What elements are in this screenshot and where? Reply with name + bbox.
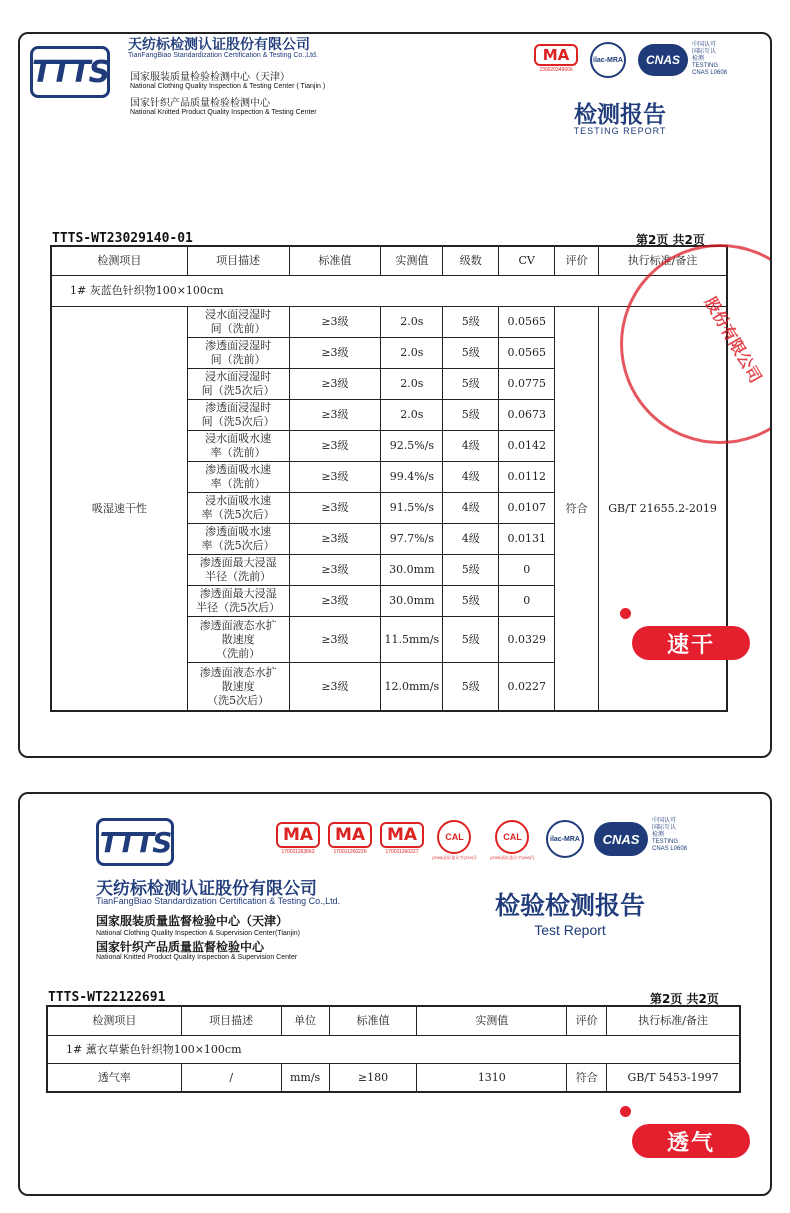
cell-unit: mm/s xyxy=(281,1064,329,1092)
header-measured-value: 实测值 xyxy=(381,247,443,276)
report-title-en: Test Report xyxy=(534,922,606,938)
cell-grade: 5级 xyxy=(443,663,499,711)
cell-cv: 0.0673 xyxy=(499,400,555,431)
table-header-row xyxy=(48,1007,740,1036)
center1-name-en: National Clothing Quality Inspection & Supervision Center(Tianjin) xyxy=(96,930,301,937)
header-evaluation: 评价 xyxy=(567,1007,607,1036)
cma-icon: MA xyxy=(276,822,320,848)
cell-cv: 0.0775 xyxy=(499,369,555,400)
center1-name-en: National Clothing Quality Inspection & Testing Center ( Tianjin ) xyxy=(130,83,326,90)
cnas-icon: CNAS xyxy=(638,44,688,76)
header-test-item: 检测项目 xyxy=(52,247,188,276)
cell-measured-value: 2.0s xyxy=(381,400,443,431)
cell-description: / xyxy=(181,1064,281,1092)
header-evaluation: 评价 xyxy=(555,247,599,276)
cell-grade: 4级 xyxy=(443,462,499,493)
cell-cv: 0.0329 xyxy=(499,617,555,663)
cell-standard-value: ≥3级 xyxy=(289,524,381,555)
cell-standard-value: ≥180 xyxy=(329,1064,417,1092)
cell-cv: 0.0107 xyxy=(499,493,555,524)
description-line: 渗透面吸水速 xyxy=(205,525,272,538)
cell-grade: 5级 xyxy=(443,338,499,369)
report-title-cn: 检验检测报告 xyxy=(494,891,645,920)
cell-grade: 4级 xyxy=(443,493,499,524)
report-number: TTTS-WT23029140-01 xyxy=(52,231,193,246)
description-line: （洗5次后） xyxy=(207,693,270,707)
cell-standard-value: ≥3级 xyxy=(289,400,381,431)
description-line: 率（洗5次后） xyxy=(201,539,275,552)
ilac-mra-icon: ilac-MRA xyxy=(546,820,584,858)
quick-dry-tag: 速干 xyxy=(632,626,750,660)
cell-standard-value: ≥3级 xyxy=(289,586,381,617)
cell-grade: 5级 xyxy=(443,400,499,431)
cma-icon: MA xyxy=(380,822,424,848)
cnas-note: 中国认可 国际互认 检测 TESTING CNAS L0608 xyxy=(692,42,728,76)
cell-grade: 5级 xyxy=(443,586,499,617)
sample-description: 1# 灰蓝色针织物100×100cm xyxy=(52,276,727,307)
cnas-note: 中国认可 国际互认 检测 TESTING CNAS L0608 xyxy=(652,818,688,852)
highlight-dot xyxy=(620,1106,631,1117)
cell-grade: 5级 xyxy=(443,555,499,586)
description-line: 率（洗前） xyxy=(210,477,266,490)
header-standard: 执行标准/备注 xyxy=(607,1007,740,1036)
description-line: 间（洗前） xyxy=(210,353,266,366)
cell-measured-value: 99.4%/s xyxy=(381,462,443,493)
description-line: 渗透面浸湿时 xyxy=(205,339,272,352)
cell-test-item: 透气率 xyxy=(48,1064,182,1092)
sample-description: 1# 薰衣草紫色针织物100×100cm xyxy=(48,1036,740,1064)
description-line: 半径（洗前） xyxy=(205,570,272,583)
cal-badge-1: CAL (2008)国认监认字(219)号 xyxy=(432,820,477,861)
cell-standard-value: ≥3级 xyxy=(289,617,381,663)
cal-icon: CAL xyxy=(495,820,529,854)
cell-cv: 0.0142 xyxy=(499,431,555,462)
cell-test-item: 吸湿速干性 xyxy=(52,307,188,711)
breathable-tag: 透气 xyxy=(632,1124,750,1158)
cell-description xyxy=(187,555,289,586)
cma-icon: MA xyxy=(328,822,372,848)
cell-description xyxy=(187,338,289,369)
highlight-dot xyxy=(620,608,631,619)
cell-description xyxy=(187,307,289,338)
description-line: 半径（洗5次后） xyxy=(196,601,281,614)
center1-name-cn: 国家服装质量监督检验中心（天津） xyxy=(96,914,289,928)
company-name-en: TianFangBiao Standardization Certification & Testing Co.,Ltd. xyxy=(96,896,341,906)
center2-name-cn: 国家针织产品质量检验检测中心 xyxy=(130,98,270,109)
cell-description xyxy=(187,617,289,663)
cell-standard: GB/T 21655.2-2019 xyxy=(599,307,727,711)
cma-number: 230020349666 xyxy=(539,67,573,73)
cell-cv: 0.0112 xyxy=(499,462,555,493)
company-name-cn: 天纺标检测认证股份有限公司 xyxy=(96,879,317,899)
page-info: 第2页 共2页 xyxy=(650,992,719,1006)
description-line: （洗前） xyxy=(216,646,261,660)
cell-cv: 0.0227 xyxy=(499,663,555,711)
description-line: 渗透面液态水扩 xyxy=(199,618,277,632)
description-line: 渗透面液态水扩 xyxy=(199,665,277,679)
cell-evaluation: 符合 xyxy=(567,1064,607,1092)
cell-measured-value: 2.0s xyxy=(381,338,443,369)
header-description: 项目描述 xyxy=(187,247,289,276)
cell-standard-value: ≥3级 xyxy=(289,307,381,338)
description-line: 间（洗5次后） xyxy=(201,384,275,397)
company-name-en: TianFangBiao Standardization Certification & Testing Co.,Ltd. xyxy=(128,52,318,59)
header-description: 项目描述 xyxy=(181,1007,281,1036)
cell-measured-value: 2.0s xyxy=(381,369,443,400)
report-card-breathable xyxy=(18,792,772,1196)
cell-description xyxy=(187,493,289,524)
table-header-row xyxy=(52,247,727,276)
header-standard-value: 标准值 xyxy=(329,1007,417,1036)
cell-grade: 4级 xyxy=(443,431,499,462)
table-row xyxy=(48,1064,740,1092)
description-line: 率（洗5次后） xyxy=(201,508,275,521)
cell-cv: 0.0565 xyxy=(499,338,555,369)
cell-standard-value: ≥3级 xyxy=(289,369,381,400)
ttts-logo: TTTS xyxy=(30,46,110,98)
description-line: 渗透面吸水速 xyxy=(205,463,272,476)
cell-description xyxy=(187,586,289,617)
cell-description xyxy=(187,663,289,711)
header-grade: 级数 xyxy=(443,247,499,276)
seal-text: 股份有限公司 xyxy=(700,293,766,387)
cell-standard-value: ≥3级 xyxy=(289,493,381,524)
header-standard-value: 标准值 xyxy=(289,247,381,276)
center1-name-cn: 国家服装质量检验检测中心（天津） xyxy=(130,72,290,83)
cell-standard-value: ≥3级 xyxy=(289,431,381,462)
header-measured-value: 实测值 xyxy=(417,1007,567,1036)
sample-row xyxy=(48,1036,740,1064)
cell-grade: 5级 xyxy=(443,369,499,400)
cma-badge-3: MA 170011260227 xyxy=(380,822,424,855)
description-line: 间（洗5次后） xyxy=(201,415,275,428)
company-name-cn: 天纺标检测认证股份有限公司 xyxy=(128,37,310,53)
center2-name-en: National Knitted Product Quality Inspection & Testing Center xyxy=(130,109,317,116)
cell-standard-value: ≥3级 xyxy=(289,555,381,586)
description-line: 浸水面浸湿时 xyxy=(205,370,272,383)
cell-standard-value: ≥3级 xyxy=(289,338,381,369)
report-title-cn: 检测报告 xyxy=(574,102,666,128)
header-standard: 执行标准/备注 xyxy=(599,247,727,276)
page-info: 第2页 共2页 xyxy=(636,233,705,247)
results-table xyxy=(47,1006,740,1092)
report-title-en: TESTING REPORT xyxy=(573,126,667,136)
center2-name-cn: 国家针织产品质量监督检验中心 xyxy=(96,940,265,954)
cma-icon: MA xyxy=(534,44,578,66)
description-line: 浸水面吸水速 xyxy=(205,494,272,507)
cell-measured-value: 30.0mm xyxy=(381,586,443,617)
cell-description xyxy=(187,369,289,400)
header-unit: 单位 xyxy=(281,1007,329,1036)
description-line: 散速度 xyxy=(221,632,255,646)
cell-standard-value: ≥3级 xyxy=(289,462,381,493)
cell-measured-value: 12.0mm/s xyxy=(381,663,443,711)
cell-grade: 5级 xyxy=(443,307,499,338)
cell-cv: 0.0131 xyxy=(499,524,555,555)
description-line: 浸水面吸水速 xyxy=(205,432,272,445)
report-card-quick-dry xyxy=(18,32,772,758)
cell-description xyxy=(187,524,289,555)
cell-description xyxy=(187,462,289,493)
description-line: 渗透面最大浸湿 xyxy=(199,587,277,600)
cell-standard-value: ≥3级 xyxy=(289,663,381,711)
ilac-mra-icon: ilac-MRA xyxy=(590,42,626,78)
report-number: TTTS-WT22122691 xyxy=(48,990,166,1005)
cell-cv: 0 xyxy=(499,586,555,617)
description-line: 率（洗前） xyxy=(210,446,266,459)
cell-measured-value: 1310 xyxy=(417,1064,567,1092)
cell-measured-value: 97.7%/s xyxy=(381,524,443,555)
cal-badge-2: CAL (2008)国认监认字(098)号 xyxy=(490,820,535,861)
cell-measured-value: 11.5mm/s xyxy=(381,617,443,663)
cell-measured-value: 30.0mm xyxy=(381,555,443,586)
cell-grade: 5级 xyxy=(443,617,499,663)
cell-grade: 4级 xyxy=(443,524,499,555)
cell-description xyxy=(187,400,289,431)
cell-measured-value: 2.0s xyxy=(381,307,443,338)
cell-standard: GB/T 5453-1997 xyxy=(607,1064,740,1092)
header-cv: CV xyxy=(499,247,555,276)
cell-description xyxy=(187,431,289,462)
description-line: 散速度 xyxy=(221,679,255,693)
description-line: 渗透面最大浸湿 xyxy=(199,556,277,569)
center2-name-en: National Knitted Product Quality Inspection & Supervision Center xyxy=(96,954,298,961)
cell-measured-value: 91.5%/s xyxy=(381,493,443,524)
ttts-logo: TTTS xyxy=(96,818,174,866)
sample-row xyxy=(52,276,727,307)
cell-cv: 0.0565 xyxy=(499,307,555,338)
cell-cv: 0 xyxy=(499,555,555,586)
cma-badge-1: MA 170011263663 xyxy=(276,822,320,855)
description-line: 渗透面浸湿时 xyxy=(205,401,272,414)
cell-evaluation: 符合 xyxy=(555,307,599,711)
cnas-icon: CNAS xyxy=(594,822,648,856)
header-test-item: 检测项目 xyxy=(48,1007,182,1036)
cma-badge-2: MA 170011260226 xyxy=(328,822,372,855)
description-line: 间（洗前） xyxy=(210,322,266,335)
description-line: 浸水面浸湿时 xyxy=(205,308,272,321)
cma-badge xyxy=(534,44,578,73)
cal-icon: CAL xyxy=(437,820,471,854)
cell-measured-value: 92.5%/s xyxy=(381,431,443,462)
